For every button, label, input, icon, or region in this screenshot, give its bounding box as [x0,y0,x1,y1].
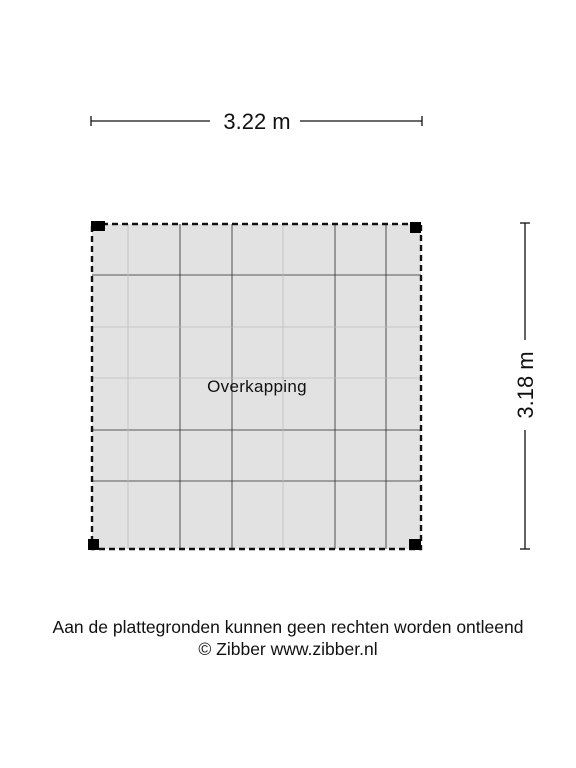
room-overkapping [88,221,421,550]
height-label: 3.18 m [513,351,538,419]
room-label: Overkapping [207,377,307,396]
height-dimension [513,223,538,549]
square-post-icon [409,539,421,550]
square-post-icon [410,222,421,233]
width-label: 3.22 m [223,109,291,134]
credit-text: © Zibber www.zibber.nl [198,639,378,659]
footer [0,616,576,660]
disclaimer-text: Aan de plattegronden kunnen geen rechten worden ontleend [52,617,524,637]
width-dimension [91,109,422,134]
square-post-icon [91,221,105,231]
square-post-icon [88,539,99,550]
